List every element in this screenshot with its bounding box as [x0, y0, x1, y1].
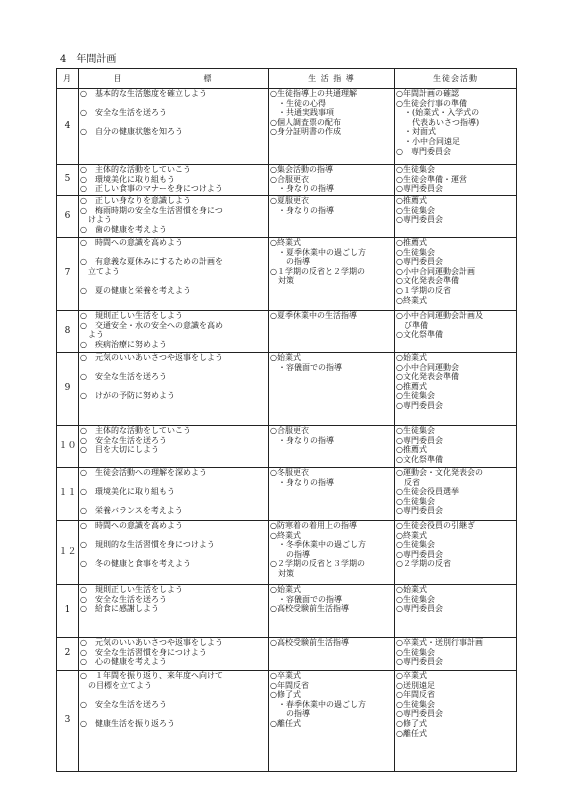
month-cell: １２ — [57, 521, 79, 585]
student-council-line: ・対面式 — [396, 127, 436, 137]
goal-cell — [79, 311, 269, 353]
student-council-line: ○生徒集会 — [396, 426, 435, 435]
goal-line — [80, 690, 267, 700]
student-council-line: ○生徒集会 — [396, 391, 435, 401]
life-guidance-line: ○集会活動の指導 — [270, 165, 333, 174]
student-council-line: ○生徒会準備・運営 — [396, 174, 467, 184]
life-guidance-line: ・共通実践事項 — [270, 108, 334, 118]
life-guidance-cell — [269, 238, 395, 311]
goal-line: ○ 基本的な生活態度を確立しよう — [80, 89, 207, 98]
life-guidance-line: ○高校受験前生活指導 — [270, 638, 349, 647]
student-council-cell — [395, 426, 517, 468]
goal-cell — [79, 238, 269, 311]
student-council-line: 代表あいさつ指導) — [396, 117, 480, 127]
section-heading: 4 年間計画 — [60, 54, 117, 65]
life-guidance-cell — [269, 89, 395, 165]
goal-line: ○ 規則正しい生活をしよう — [80, 585, 183, 594]
goal-line: ○ 健康生活を振り返ろう — [80, 718, 175, 728]
goal-line: ○ 安全な生活を送ろう — [80, 594, 167, 604]
student-council-line: ○終業式 — [396, 295, 427, 305]
life-guidance-line: ・身なりの指導 — [270, 205, 334, 215]
life-guidance-cell — [269, 585, 395, 638]
life-guidance-line: ○高校受験前生活指導 — [270, 604, 349, 614]
student-council-line: ○専門委員会 — [396, 257, 443, 267]
life-guidance-cell — [269, 521, 395, 585]
student-council-cell — [395, 89, 517, 165]
table-row — [57, 311, 517, 353]
student-council-line: ○専門委員会 — [396, 506, 443, 516]
student-council-line: ○送別遠足 — [396, 680, 435, 690]
goal-cell — [79, 165, 269, 196]
goal-line: ○ 給食に感謝しよう — [80, 604, 159, 614]
life-guidance-line: ○１学期の反省と２学期の — [270, 266, 365, 276]
goal-line: ○ 歯の健康を考えよう — [80, 224, 167, 234]
life-guidance-line: ○合服更衣 — [270, 426, 309, 435]
student-council-line: ○修了式 — [396, 718, 427, 728]
student-council-line: ○文化祭準備 — [396, 454, 443, 464]
table-row — [57, 238, 517, 311]
student-council-line: ○ 専門委員会 — [396, 146, 451, 156]
goal-line: ○ 心の健康を考えよう — [80, 657, 167, 667]
student-council-line: ・(始業式・入学式の — [396, 108, 480, 118]
goal-cell — [79, 426, 269, 468]
life-guidance-line: ○生徒指導上の共通理解 — [270, 89, 357, 98]
month-cell: 1 — [57, 585, 79, 638]
goal-line: ○ 時間への意識を高めよう — [80, 238, 183, 247]
student-council-line: ○生徒集会 — [396, 247, 435, 257]
goal-line: ○ 安全な生活を送ろう — [80, 108, 167, 118]
goal-line — [80, 531, 267, 541]
life-guidance-line: ・生徒の心得 — [270, 98, 326, 108]
goal-line: ○ １年間を振り返り、来年度へ向けて — [80, 671, 223, 680]
life-guidance-line: ・春季休業中の過ごし方 — [270, 699, 366, 709]
student-council-line: ○生徒会役員の引継ぎ — [396, 521, 475, 530]
goal-line: ○ 交通安全・水の安全への意識を高め — [80, 320, 223, 330]
goal-line: ○ 規則正しい生活をしよう — [80, 311, 183, 320]
goal-cell — [79, 89, 269, 165]
month-cell: 3 — [57, 671, 79, 772]
goal-line: の目標を立てよう — [80, 680, 152, 690]
student-council-line: ○専門委員会 — [396, 435, 443, 445]
student-council-line: ○推薦式 — [396, 196, 427, 205]
life-guidance-line: ○卒業式 — [270, 671, 301, 680]
life-guidance-line: 対策 — [270, 276, 294, 286]
student-council-cell — [395, 638, 517, 671]
table-row — [57, 638, 517, 671]
life-guidance-line: ○身分証明書の作成 — [270, 127, 341, 137]
goal-line — [80, 118, 267, 128]
life-guidance-line: ○合服更衣 — [270, 174, 309, 184]
goal-line: ○ 安全な生活を送ろう — [80, 435, 167, 445]
student-council-line: ○生徒集会 — [396, 594, 435, 604]
table-row — [57, 89, 517, 165]
student-council-line: ○生徒集会 — [396, 165, 435, 174]
table-header-row — [57, 69, 517, 89]
student-council-line: 反省 — [396, 477, 420, 487]
life-guidance-line: ○年間反省 — [270, 680, 309, 690]
goal-line: ○ 正しい身なりを意識しよう — [80, 196, 191, 205]
life-guidance-line: ・身なりの指導 — [270, 477, 334, 487]
student-council-line: ○専門委員会 — [396, 549, 443, 559]
student-council-line: ○年間反省 — [396, 690, 435, 700]
student-council-line: ○専門委員会 — [396, 709, 443, 719]
life-guidance-line: ○個人調査票の配布 — [270, 117, 341, 127]
goal-cell — [79, 671, 269, 772]
student-council-cell — [395, 238, 517, 311]
student-council-line: ○終業式 — [396, 530, 427, 540]
month-cell: 8 — [57, 311, 79, 353]
goal-line: ○ 有意義な夏休みにするための計画を — [80, 257, 223, 267]
student-council-cell — [395, 521, 517, 585]
life-guidance-line: ○夏服更衣 — [270, 196, 309, 205]
life-guidance-line: 対策 — [270, 568, 294, 578]
goal-line: ○ 冬の健康と食事を考えよう — [80, 559, 191, 569]
life-guidance-line: ○修了式 — [270, 690, 301, 700]
goal-line: ○ 目を大切にしよう — [80, 445, 159, 455]
student-council-line: ○卒業式 — [396, 671, 427, 680]
student-council-line: ○２学期の反省 — [396, 559, 451, 569]
student-council-line: ○生徒会役員選挙 — [396, 487, 459, 497]
goal-line: ○ 梅雨時期の安全な生活習慣を身につ — [80, 205, 223, 215]
goal-cell — [79, 196, 269, 238]
student-council-line: ○小中合同運動会 — [396, 362, 459, 372]
goal-line — [80, 550, 267, 560]
student-council-line: ○生徒集会 — [396, 699, 435, 709]
goal-line: ○ 疾病治療に努めよう — [80, 339, 167, 349]
goal-line: ○ 環境美化に取り組もう — [80, 174, 175, 184]
life-guidance-cell — [269, 196, 395, 238]
student-council-line: ○生徒会行事の準備 — [396, 98, 467, 108]
goal-line: ○ けがの予防に努めよう — [80, 391, 175, 401]
goal-line: ○ 主体的な活動をしていこう — [80, 426, 191, 435]
goals-header: 目 標 — [79, 69, 269, 89]
goal-line: ○ 夏の健康と栄養を考えよう — [80, 285, 191, 295]
life-guidance-line: ○夏季休業中の生活指導 — [270, 311, 357, 320]
goal-line — [80, 709, 267, 719]
life-guidance-line: ○冬服更衣 — [270, 468, 309, 477]
student-council-line: ○文化祭準備 — [396, 330, 443, 340]
life-guidance-cell — [269, 165, 395, 196]
goal-line: ○ 生徒会活動への理解を深めよう — [80, 468, 207, 477]
table-row — [57, 521, 517, 585]
goal-line: ○ 安全な生活を送ろう — [80, 699, 167, 709]
student-council-line: ○生徒集会 — [396, 205, 435, 215]
student-council-line: ○生徒集会 — [396, 540, 435, 550]
goal-line: ○ 主体的な活動をしていこう — [80, 165, 191, 174]
life-guidance-cell — [269, 311, 395, 353]
life-guidance-cell — [269, 353, 395, 426]
life-guidance-line: ○終業式 — [270, 530, 301, 540]
student-council-line: ○１学期の反省 — [396, 285, 451, 295]
student-council-line: ○年間計画の確認 — [396, 89, 459, 98]
month-cell: 9 — [57, 353, 79, 426]
table-body — [57, 89, 517, 772]
month-cell: 4 — [57, 89, 79, 165]
month-cell: １１ — [57, 468, 79, 521]
goal-cell — [79, 353, 269, 426]
student-council-line: ○小中合同運動会計画 — [396, 266, 475, 276]
student-council-line: ○専門委員会 — [396, 657, 443, 667]
life-guidance-line: ・容儀面での指導 — [270, 362, 342, 372]
goal-line — [80, 248, 267, 258]
goal-line: けよう — [80, 215, 112, 225]
goal-line — [80, 478, 267, 488]
life-guidance-line: の指導 — [270, 549, 310, 559]
goal-line: ○ 安全な生活を送ろう — [80, 372, 167, 382]
goal-line: よう — [80, 330, 104, 340]
goal-line — [80, 276, 267, 286]
life-guidance-cell — [269, 671, 395, 772]
goal-line: ○ 規則的な生活習慣を身につけよう — [80, 540, 215, 550]
life-guidance-cell — [269, 638, 395, 671]
life-guidance-line: ・容儀面での指導 — [270, 594, 342, 604]
table-row — [57, 585, 517, 638]
goal-line: ○ 栄養バランスを考えよう — [80, 506, 183, 516]
month-cell: 5 — [57, 165, 79, 196]
student-council-line: ・小中合同遠足 — [396, 136, 460, 146]
student-council-cell — [395, 585, 517, 638]
student-council-cell — [395, 311, 517, 353]
life-guidance-line: ○離任式 — [270, 718, 301, 728]
student-council-cell — [395, 196, 517, 238]
life-guidance-line: の指導 — [270, 709, 310, 719]
table-row — [57, 196, 517, 238]
student-council-line: ○専門委員会 — [396, 184, 443, 194]
goal-line — [80, 497, 267, 507]
goal-line — [80, 99, 267, 109]
month-cell: 7 — [57, 238, 79, 311]
goal-cell — [79, 638, 269, 671]
goal-cell — [79, 521, 269, 585]
student-council-line: ○推薦式 — [396, 381, 427, 391]
goal-line — [80, 363, 267, 373]
goal-line: ○ 元気のいいあいさつや返事をしよう — [80, 353, 223, 362]
student-council-header: 生徒会活動 — [395, 69, 517, 89]
annual-plan-table — [56, 68, 517, 772]
student-council-line: ○離任式 — [396, 728, 427, 738]
life-guidance-line: の指導 — [270, 257, 310, 267]
goal-line — [80, 382, 267, 392]
student-council-line: ○専門委員会 — [396, 215, 443, 225]
student-council-line: ○始業式 — [396, 585, 427, 594]
goal-line: ○ 時間への意識を高めよう — [80, 521, 183, 530]
life-guidance-line: ○防寒着の着用上の指導 — [270, 521, 357, 530]
life-guidance-line: ・身なりの指導 — [270, 184, 334, 194]
month-cell: １０ — [57, 426, 79, 468]
student-council-line: ○専門委員会 — [396, 604, 443, 614]
student-council-line: ○生徒集会 — [396, 647, 435, 657]
month-header: 月 — [57, 69, 79, 89]
goal-line: ○ 正しい食事のマナーを身につけよう — [80, 184, 223, 194]
goal-line: ○ 元気のいいあいさつや返事をしよう — [80, 638, 223, 647]
student-council-cell — [395, 468, 517, 521]
life-guidance-cell — [269, 426, 395, 468]
student-council-line: ○小中合同運動会計画及 — [396, 311, 483, 320]
student-council-line: ○専門委員会 — [396, 400, 443, 410]
table-row — [57, 165, 517, 196]
life-guidance-line: ・夏季休業中の過ごし方 — [270, 247, 366, 257]
goal-line: ○ 環境美化に取り組もう — [80, 487, 175, 497]
table-row — [57, 426, 517, 468]
life-guidance-line: ○２学期の反省と３学期の — [270, 559, 365, 569]
goal-line: ○ 安全な生活習慣を身につけよう — [80, 647, 207, 657]
student-council-line: ○文化発表会準備 — [396, 372, 459, 382]
student-council-cell — [395, 671, 517, 772]
student-council-line: ○文化発表会準備 — [396, 276, 459, 286]
life-guidance-line: ○始業式 — [270, 585, 301, 594]
life-guidance-line: ・身なりの指導 — [270, 435, 334, 445]
life-guidance-line: ・冬季休業中の過ごし方 — [270, 540, 366, 550]
student-council-line: ○生徒集会 — [396, 496, 435, 506]
student-council-line: ○推薦式 — [396, 445, 427, 455]
life-guidance-line: ○終業式 — [270, 238, 301, 247]
table-row — [57, 353, 517, 426]
goal-line: ○ 自分の健康状態を知ろう — [80, 127, 183, 137]
student-council-line: ○始業式 — [396, 353, 427, 362]
student-council-line: ○卒業式・送別行事計画 — [396, 638, 483, 647]
student-council-line: ○推薦式 — [396, 238, 427, 247]
table-row — [57, 671, 517, 772]
student-council-line: ○運動会・文化発表会の — [396, 468, 483, 477]
table-row — [57, 468, 517, 521]
goal-line: 立てよう — [80, 266, 120, 276]
month-cell: 2 — [57, 638, 79, 671]
goal-cell — [79, 585, 269, 638]
month-cell: 6 — [57, 196, 79, 238]
life-guidance-line: ○始業式 — [270, 353, 301, 362]
goal-cell — [79, 468, 269, 521]
life-guidance-cell — [269, 468, 395, 521]
student-council-cell — [395, 353, 517, 426]
student-council-cell — [395, 165, 517, 196]
life-guidance-header: 生 活 指 導 — [269, 69, 395, 89]
student-council-line: び準備 — [396, 320, 428, 330]
